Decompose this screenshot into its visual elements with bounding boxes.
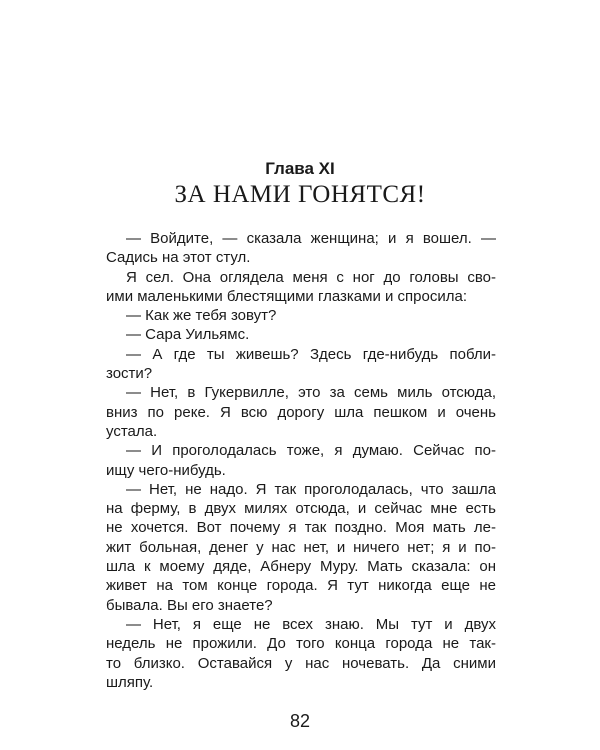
page-number: 82	[289, 711, 311, 731]
text-line: — Войдите, — сказала женщина; и я вошел. —	[126, 230, 496, 247]
text-line: Я сел. Она оглядела меня с ног до головы сво-	[126, 268, 496, 286]
text-line: шла к моему дяде, Абнеру Муру. Мать сказала: он	[106, 558, 496, 576]
text-line: не хочется. Вот почему я так поздно. Моя мать ле-	[106, 519, 496, 537]
text-line: ими маленькими блестящими глазками и спросила:	[106, 287, 468, 305]
text-line: — Как же тебя зовут?	[126, 307, 277, 325]
text-line: живет на том конце города. Я тут никогда еще не	[106, 577, 496, 595]
text-line: зости?	[106, 365, 153, 383]
text-line: на ферму, в двух милях отсюда, и сейчас мне есть	[106, 500, 496, 518]
text-line: — А где ты живешь? Здесь где-нибудь побли-	[126, 345, 496, 363]
text-line: — Сара Уильямс.	[126, 326, 250, 344]
text-line: — И проголодалась тоже, я думаю. Сейчас по-	[126, 442, 496, 460]
text-line: вниз по реке. Я всю дорогу шла пешком и очень	[106, 403, 496, 421]
text-line: Садись на этот стул.	[106, 249, 251, 267]
text-line: — Нет, не надо. Я так проголодалась, что зашла	[126, 480, 496, 498]
text-line: ищу чего-нибудь.	[106, 461, 226, 479]
chapter-label: Глава XI	[265, 159, 335, 178]
text-line: устала.	[106, 422, 158, 440]
text-line: — Нет, я еще не всех знаю. Мы тут и двух	[126, 615, 496, 633]
text-line: недель не прожили. До того конца города не так-	[106, 635, 496, 653]
chapter-title: ЗА НАМИ ГОНЯТСЯ!	[174, 181, 426, 208]
text-line: жит больная, денег у нас нет, и ничего нет; я и по-	[106, 538, 496, 556]
text-line: шляпу.	[106, 673, 154, 691]
text-line: то близко. Оставайся у нас ночевать. Да сними	[106, 654, 496, 672]
body-text	[106, 229, 496, 692]
text-line: бывала. Вы его знаете?	[106, 596, 273, 614]
text-line: — Нет, в Гукервилле, это за семь миль отсюда,	[126, 384, 496, 402]
